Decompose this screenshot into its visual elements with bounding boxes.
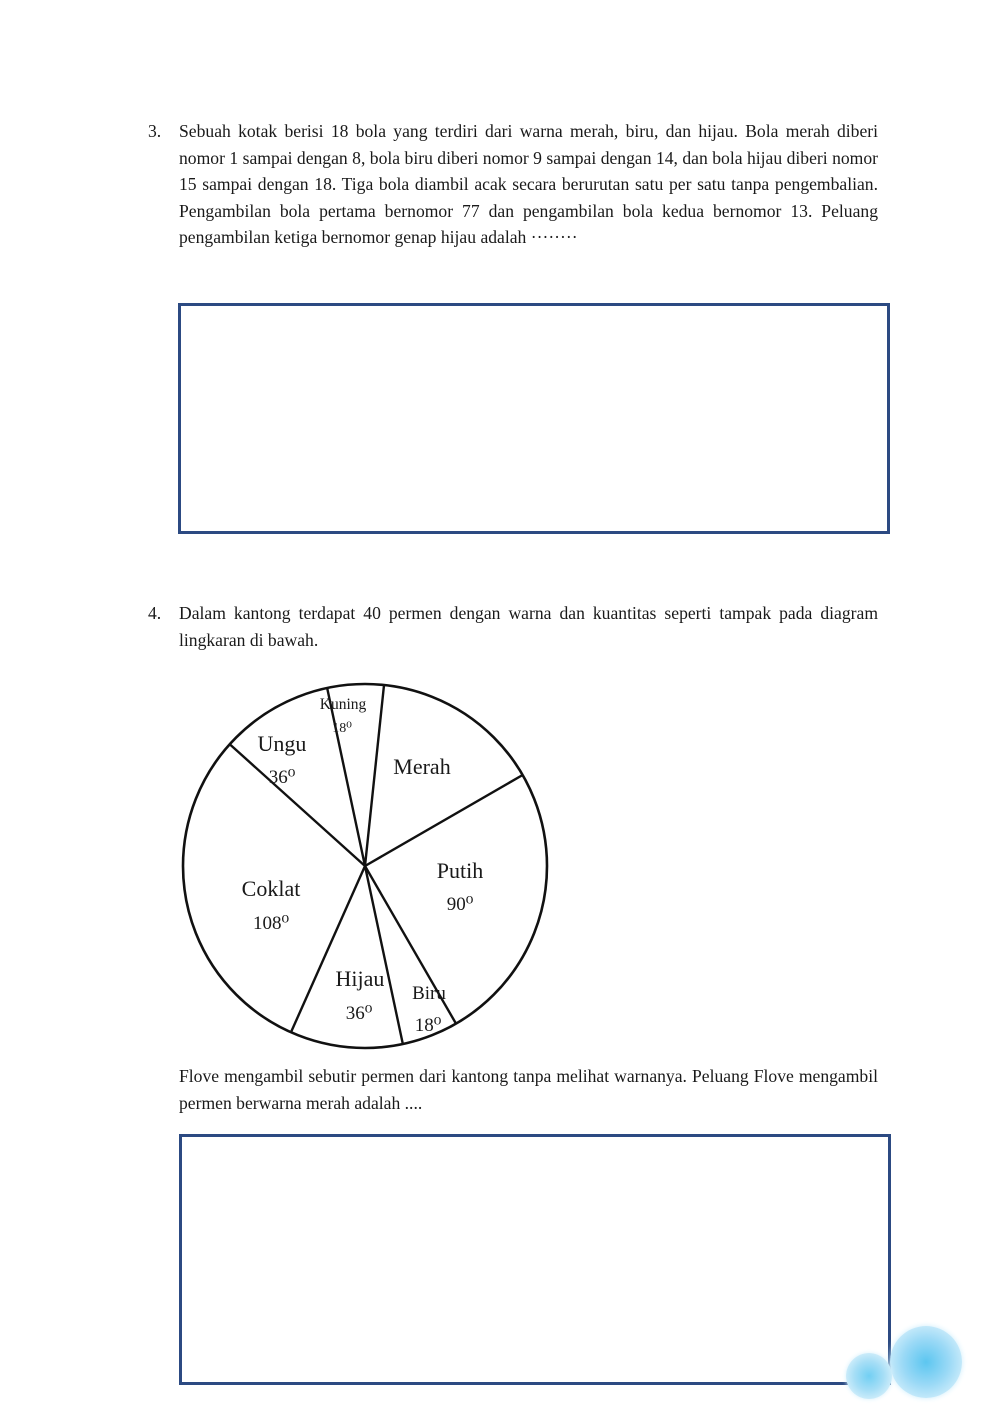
slice-value-hijau: 36⁰ <box>345 1003 373 1024</box>
decorative-bubble <box>890 1326 962 1398</box>
slice-label-putih: Putih <box>436 858 484 883</box>
question-number: 3. <box>148 121 162 141</box>
question-4-followup: Flove mengambil sebutir permen dari kantong tanpa melihat warnanya. Peluang Flove mengambil permen berwarna merah adalah .... <box>179 1066 878 1113</box>
answer-box[interactable] <box>178 303 890 534</box>
question-3 <box>148 118 878 251</box>
slice-label-biru: Biru <box>412 983 446 1004</box>
decorative-bubble <box>846 1353 892 1399</box>
slice-label-merah: Merah <box>393 754 451 779</box>
question-number: 4. <box>148 603 162 623</box>
slice-label-ungu: Ungu <box>257 731 307 756</box>
pie-chart <box>170 672 560 1064</box>
slice-value-kuning: 18⁰ <box>332 721 352 736</box>
slice-value-coklat: 108⁰ <box>252 913 290 934</box>
slice-value-putih: 90⁰ <box>446 894 474 915</box>
question-4 <box>148 600 878 653</box>
slice-value-biru: 18⁰ <box>414 1015 442 1036</box>
slice-label-hijau: Hijau <box>335 966 385 991</box>
pie-chart-svg <box>170 672 560 1064</box>
slice-value-ungu: 36⁰ <box>268 767 296 788</box>
answer-box[interactable] <box>179 1134 891 1385</box>
question-text: Sebuah kotak berisi 18 bola yang terdiri dari warna merah, biru, dan hijau. Bola merah diberi nomor 1 sampai dengan 8, bola biru diberi nomor 9 sampai dengan 14, dan bola hijau diberi nomor 15 sampai dengan 18. Tiga bola diambil acak secara berurutan satu per satu tanpa pengembalian. Pengambilan bola pertama bernomor 77 dan pengambilan bola kedua bernomor 13. Peluang pengambilan ketiga bernomor genap hijau adalah ········ <box>179 121 878 248</box>
slice-label-coklat: Coklat <box>241 876 301 901</box>
slice-label-kuning: Kuning <box>319 696 367 713</box>
question-text: Dalam kantong terdapat 40 permen dengan warna dan kuantitas seperti tampak pada diagram lingkaran di bawah. <box>179 603 878 650</box>
